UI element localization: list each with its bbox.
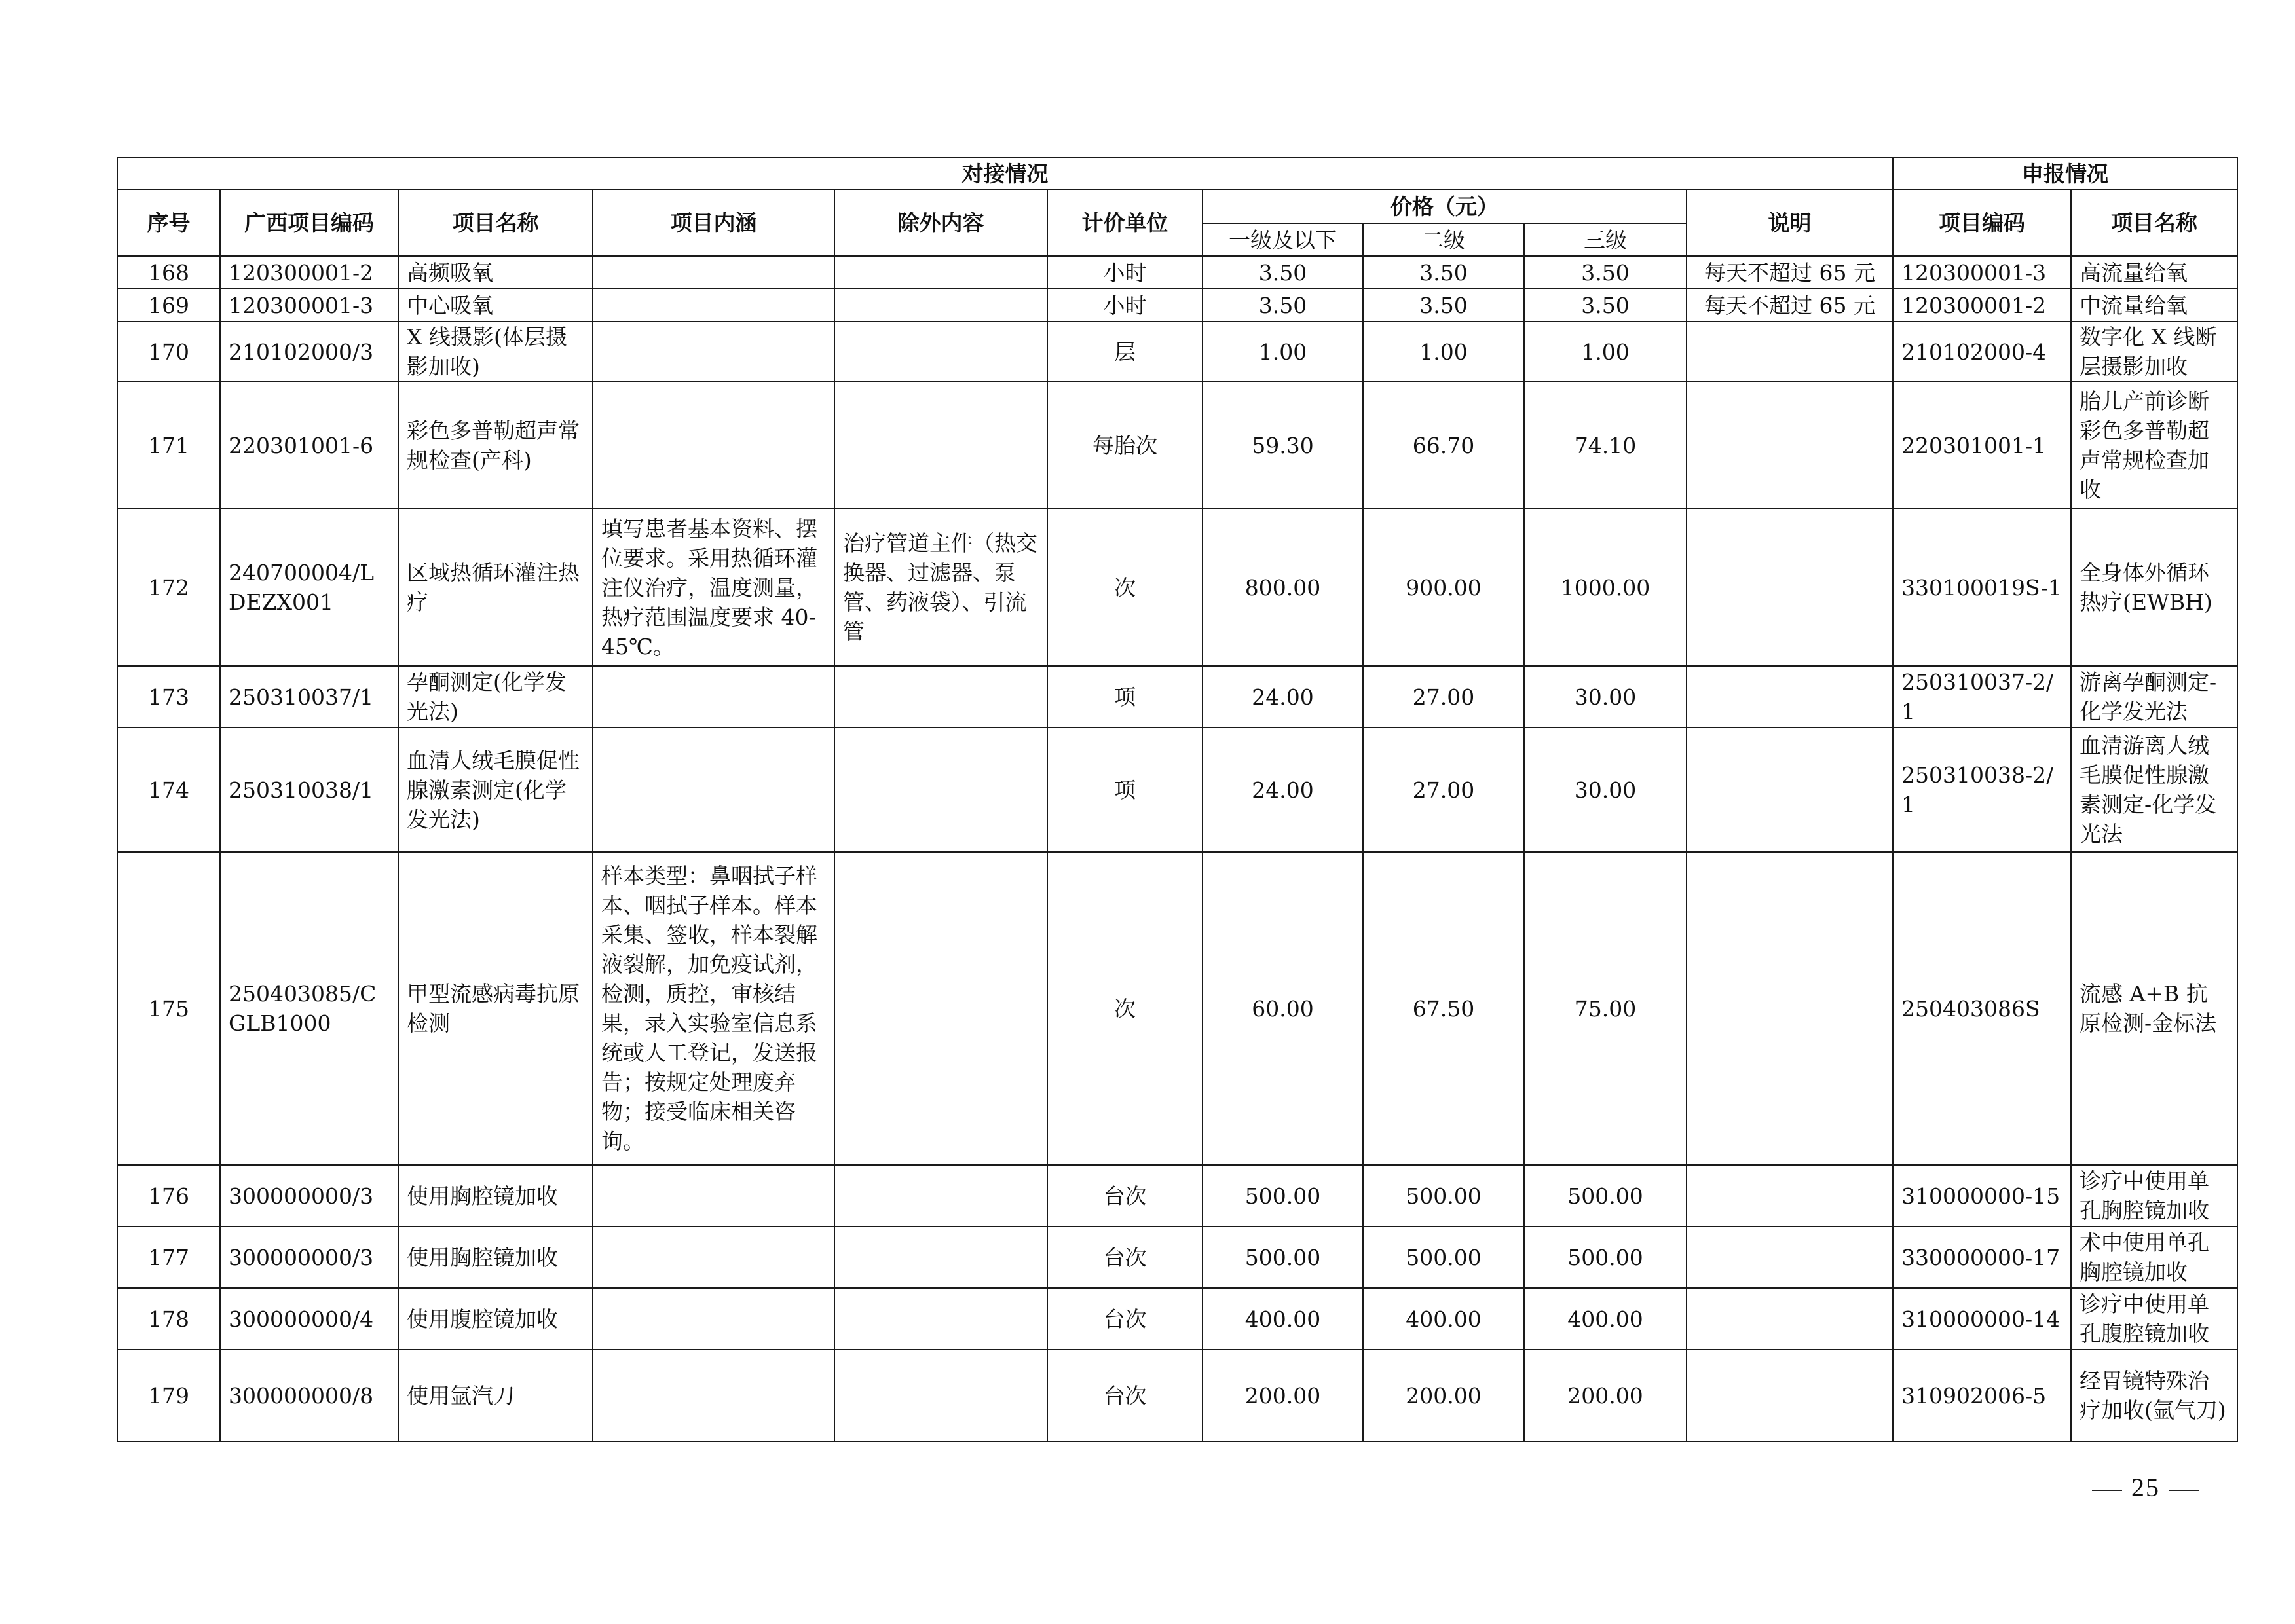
cell-price-level2: 3.50 [1363, 289, 1524, 322]
cell-seq: 177 [117, 1227, 220, 1288]
col-header-decl-code: 项目编码 [1893, 189, 2071, 256]
cell-unit: 项 [1047, 666, 1203, 728]
cell-note [1687, 1350, 1893, 1441]
cell-decl-code: 310902006-5 [1893, 1350, 2071, 1441]
cell-content: 样本类型：鼻咽拭子样本、咽拭子样本。样本采集、签收，样本裂解液裂解，加免疫试剂，检测，质控，审核结果，录入实验室信息系统或人工登记，发送报告；按规定处理废弃物；接受临床相关咨询。 [593, 852, 834, 1165]
col-header-level2: 二级 [1363, 223, 1524, 256]
cell-decl-name: 游离孕酮测定-化学发光法 [2071, 666, 2237, 728]
col-header-price-group: 价格（元） [1203, 189, 1687, 223]
cell-price-level3: 3.50 [1524, 256, 1687, 289]
cell-excluded [834, 852, 1047, 1165]
cell-seq: 178 [117, 1288, 220, 1350]
cell-seq: 179 [117, 1350, 220, 1441]
pricing-table [117, 157, 2238, 1442]
cell-note: 每天不超过 65 元 [1687, 256, 1893, 289]
cell-seq: 174 [117, 728, 220, 852]
cell-seq: 169 [117, 289, 220, 322]
cell-gx-code: 240700004/LDEZX001 [220, 509, 398, 666]
col-header-note: 说明 [1687, 189, 1893, 256]
cell-price-level2: 500.00 [1363, 1165, 1524, 1227]
cell-price-level3: 3.50 [1524, 289, 1687, 322]
cell-excluded [834, 1288, 1047, 1350]
cell-unit: 台次 [1047, 1288, 1203, 1350]
cell-excluded [834, 322, 1047, 382]
cell-note [1687, 382, 1893, 509]
cell-price-level1: 60.00 [1203, 852, 1363, 1165]
cell-content [593, 382, 834, 509]
cell-price-level1: 400.00 [1203, 1288, 1363, 1350]
cell-price-level3: 1.00 [1524, 322, 1687, 382]
cell-decl-name: 数字化 X 线断层摄影加收 [2071, 322, 2237, 382]
col-header-name: 项目名称 [398, 189, 593, 256]
cell-content [593, 289, 834, 322]
cell-price-level1: 800.00 [1203, 509, 1363, 666]
cell-content [593, 1288, 834, 1350]
cell-price-level3: 400.00 [1524, 1288, 1687, 1350]
cell-price-level1: 24.00 [1203, 728, 1363, 852]
table-row [117, 289, 2237, 322]
cell-price-level1: 3.50 [1203, 289, 1363, 322]
table-header [117, 158, 2237, 256]
cell-unit: 项 [1047, 728, 1203, 852]
cell-unit: 次 [1047, 852, 1203, 1165]
cell-note [1687, 852, 1893, 1165]
cell-price-level1: 1.00 [1203, 322, 1363, 382]
col-header-seq: 序号 [117, 189, 220, 256]
cell-name: 血清人绒毛膜促性腺激素测定(化学发光法) [398, 728, 593, 852]
cell-note [1687, 1227, 1893, 1288]
cell-seq: 168 [117, 256, 220, 289]
table-body [117, 256, 2237, 1441]
col-header-decl-name: 项目名称 [2071, 189, 2237, 256]
page-number-dash-left [2092, 1490, 2122, 1491]
cell-price-level2: 3.50 [1363, 256, 1524, 289]
cell-note [1687, 666, 1893, 728]
cell-price-level3: 75.00 [1524, 852, 1687, 1165]
cell-decl-code: 330000000-17 [1893, 1227, 2071, 1288]
cell-seq: 173 [117, 666, 220, 728]
cell-decl-code: 250310038-2/1 [1893, 728, 2071, 852]
page-number [2083, 1472, 2209, 1503]
cell-price-level2: 27.00 [1363, 666, 1524, 728]
cell-gx-code: 250403085/CGLB1000 [220, 852, 398, 1165]
cell-price-level3: 200.00 [1524, 1350, 1687, 1441]
cell-name: 使用胸腔镜加收 [398, 1165, 593, 1227]
cell-gx-code: 220301001-6 [220, 382, 398, 509]
cell-note [1687, 1165, 1893, 1227]
cell-gx-code: 300000000/4 [220, 1288, 398, 1350]
cell-decl-name: 术中使用单孔胸腔镜加收 [2071, 1227, 2237, 1288]
cell-price-level3: 74.10 [1524, 382, 1687, 509]
table-row [117, 322, 2237, 382]
cell-price-level3: 30.00 [1524, 666, 1687, 728]
table-row [117, 1227, 2237, 1288]
cell-gx-code: 300000000/8 [220, 1350, 398, 1441]
cell-decl-name: 诊疗中使用单孔腹腔镜加收 [2071, 1288, 2237, 1350]
table-row [117, 852, 2237, 1165]
cell-name: 孕酮测定(化学发光法) [398, 666, 593, 728]
cell-unit: 台次 [1047, 1165, 1203, 1227]
table-row [117, 1288, 2237, 1350]
cell-excluded [834, 382, 1047, 509]
cell-decl-code: 210102000-4 [1893, 322, 2071, 382]
cell-unit: 每胎次 [1047, 382, 1203, 509]
col-header-level1: 一级及以下 [1203, 223, 1363, 256]
cell-excluded [834, 666, 1047, 728]
cell-decl-name: 全身体外循环热疗(EWBH) [2071, 509, 2237, 666]
cell-price-level1: 200.00 [1203, 1350, 1363, 1441]
cell-content [593, 322, 834, 382]
cell-decl-name: 血清游离人绒毛膜促性腺激素测定-化学发光法 [2071, 728, 2237, 852]
cell-content [593, 728, 834, 852]
cell-price-level1: 500.00 [1203, 1165, 1363, 1227]
cell-content [593, 1350, 834, 1441]
cell-decl-name: 胎儿产前诊断彩色多普勒超声常规检查加收 [2071, 382, 2237, 509]
table-row [117, 1350, 2237, 1441]
page-number-value: 25 [2131, 1473, 2160, 1502]
cell-excluded: 治疗管道主件（热交换器、过滤器、泵管、药液袋）、引流管 [834, 509, 1047, 666]
cell-seq: 170 [117, 322, 220, 382]
cell-price-level3: 30.00 [1524, 728, 1687, 852]
cell-decl-code: 310000000-15 [1893, 1165, 2071, 1227]
cell-gx-code: 250310037/1 [220, 666, 398, 728]
cell-name: 区域热循环灌注热疗 [398, 509, 593, 666]
table-row [117, 509, 2237, 666]
cell-unit: 层 [1047, 322, 1203, 382]
cell-name: X 线摄影(体层摄影加收) [398, 322, 593, 382]
cell-price-level2: 67.50 [1363, 852, 1524, 1165]
cell-seq: 175 [117, 852, 220, 1165]
col-header-gx-code: 广西项目编码 [220, 189, 398, 256]
group-header-declaration: 申报情况 [1893, 158, 2237, 189]
cell-decl-code: 330100019S-1 [1893, 509, 2071, 666]
cell-price-level1: 3.50 [1203, 256, 1363, 289]
cell-unit: 小时 [1047, 256, 1203, 289]
cell-name: 使用胸腔镜加收 [398, 1227, 593, 1288]
cell-gx-code: 300000000/3 [220, 1227, 398, 1288]
cell-price-level3: 500.00 [1524, 1227, 1687, 1288]
cell-seq: 172 [117, 509, 220, 666]
cell-note [1687, 322, 1893, 382]
cell-gx-code: 300000000/3 [220, 1165, 398, 1227]
cell-unit: 台次 [1047, 1227, 1203, 1288]
cell-seq: 176 [117, 1165, 220, 1227]
col-header-unit: 计价单位 [1047, 189, 1203, 256]
cell-gx-code: 210102000/3 [220, 322, 398, 382]
table-row [117, 666, 2237, 728]
page-number-dash-right [2169, 1490, 2199, 1491]
cell-price-level2: 200.00 [1363, 1350, 1524, 1441]
cell-price-level3: 1000.00 [1524, 509, 1687, 666]
cell-name: 使用腹腔镜加收 [398, 1288, 593, 1350]
cell-decl-code: 250403086S [1893, 852, 2071, 1165]
table-row [117, 382, 2237, 509]
cell-price-level2: 400.00 [1363, 1288, 1524, 1350]
col-header-level3: 三级 [1524, 223, 1687, 256]
cell-price-level1: 24.00 [1203, 666, 1363, 728]
cell-gx-code: 250310038/1 [220, 728, 398, 852]
col-header-content: 项目内涵 [593, 189, 834, 256]
cell-name: 彩色多普勒超声常规检查(产科) [398, 382, 593, 509]
cell-excluded [834, 256, 1047, 289]
cell-price-level2: 900.00 [1363, 509, 1524, 666]
cell-content [593, 1227, 834, 1288]
cell-unit: 次 [1047, 509, 1203, 666]
cell-price-level2: 27.00 [1363, 728, 1524, 852]
cell-price-level3: 500.00 [1524, 1165, 1687, 1227]
table-row [117, 1165, 2237, 1227]
cell-excluded [834, 1350, 1047, 1441]
cell-decl-code: 120300001-3 [1893, 256, 2071, 289]
cell-name: 高频吸氧 [398, 256, 593, 289]
cell-name: 中心吸氧 [398, 289, 593, 322]
cell-gx-code: 120300001-2 [220, 256, 398, 289]
table-row [117, 256, 2237, 289]
cell-price-level1: 500.00 [1203, 1227, 1363, 1288]
cell-note [1687, 728, 1893, 852]
cell-excluded [834, 289, 1047, 322]
col-header-excluded: 除外内容 [834, 189, 1047, 256]
cell-name: 使用氩汽刀 [398, 1350, 593, 1441]
cell-decl-code: 250310037-2/1 [1893, 666, 2071, 728]
cell-excluded [834, 1227, 1047, 1288]
cell-note: 每天不超过 65 元 [1687, 289, 1893, 322]
cell-note [1687, 1288, 1893, 1350]
cell-decl-name: 高流量给氧 [2071, 256, 2237, 289]
cell-decl-name: 中流量给氧 [2071, 289, 2237, 322]
cell-note [1687, 509, 1893, 666]
cell-content: 填写患者基本资料、摆位要求。采用热循环灌注仪治疗，温度测量，热疗范围温度要求 40-45℃。 [593, 509, 834, 666]
cell-decl-name: 流感 A+B 抗原检测-金标法 [2071, 852, 2237, 1165]
cell-decl-code: 310000000-14 [1893, 1288, 2071, 1350]
cell-decl-code: 220301001-1 [1893, 382, 2071, 509]
cell-content [593, 1165, 834, 1227]
cell-name: 甲型流感病毒抗原检测 [398, 852, 593, 1165]
cell-excluded [834, 728, 1047, 852]
cell-decl-name: 经胃镜特殊治疗加收(氩气刀) [2071, 1350, 2237, 1441]
cell-gx-code: 120300001-3 [220, 289, 398, 322]
cell-decl-name: 诊疗中使用单孔胸腔镜加收 [2071, 1165, 2237, 1227]
cell-price-level2: 66.70 [1363, 382, 1524, 509]
group-header-docking: 对接情况 [117, 158, 1893, 189]
cell-unit: 台次 [1047, 1350, 1203, 1441]
cell-excluded [834, 1165, 1047, 1227]
cell-unit: 小时 [1047, 289, 1203, 322]
cell-decl-code: 120300001-2 [1893, 289, 2071, 322]
cell-price-level2: 1.00 [1363, 322, 1524, 382]
cell-price-level1: 59.30 [1203, 382, 1363, 509]
cell-seq: 171 [117, 382, 220, 509]
cell-content [593, 666, 834, 728]
cell-content [593, 256, 834, 289]
table-row [117, 728, 2237, 852]
cell-price-level2: 500.00 [1363, 1227, 1524, 1288]
